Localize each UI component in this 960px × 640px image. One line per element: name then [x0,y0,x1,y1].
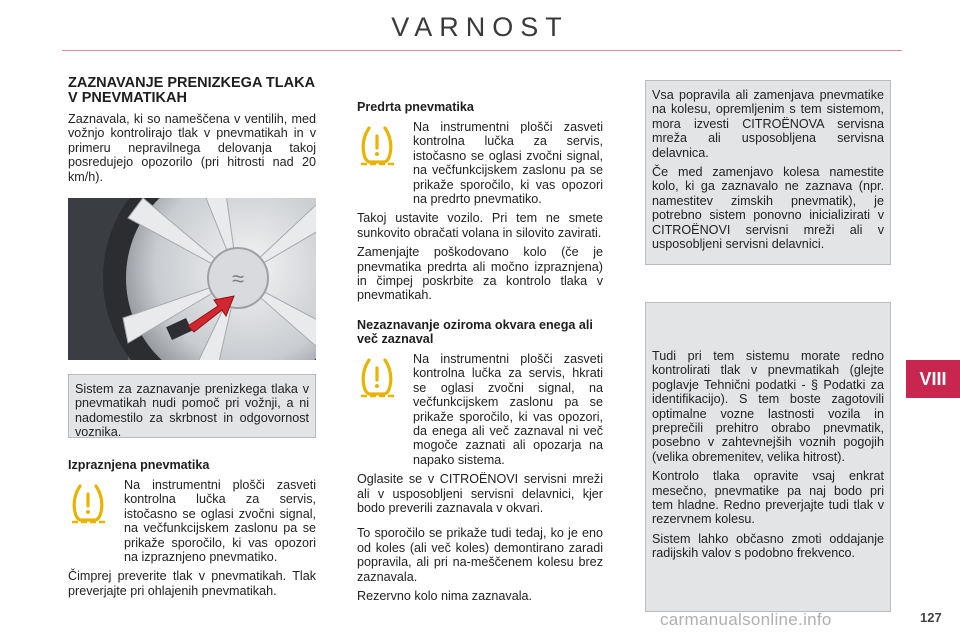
deflated-advice: Čimprej preverite tlak v pnevmatikah. Tlak preverjajte pri ohlajenih pnevmatikah. [68,569,316,598]
wheel-illustration [68,198,316,360]
title-divider [62,50,902,51]
failure-demounted: To sporočilo se prikaže tudi tedaj, ko je eno od koles (ali več koles) demontirano zaradi popravila, ali pri na-meščenem kolesu brez zaznavala. [357,526,603,584]
punctured-stop: Takoj ustavite vozilo. Pri tem ne smete sunkovito obračati volana in silovito zavirati. [357,211,603,240]
left-column [68,76,316,189]
page-number: 127 [920,610,942,625]
middle-column [357,100,603,608]
failure-heading: Nezaznavanje oziroma okvara enega ali več zaznaval [357,317,593,346]
checks-text: Tudi pri tem sistemu morate redno kontrolirati tlak v pnevmatikah (glejte poglavje Tehnični podatki - § Podatki za identifikacijo). S tem boste zagotovili optimalne vozne lastnosti vozila in preprečili prehitro obrabo pnevmatik, posebno v zahtevnejših voznih pogojih (velika obremenitev, velika hitrost). [652,349,884,464]
interference-text: Sistem lahko občasno zmoti oddajanje radijskih valov s podobno frekvenco. [652,531,884,561]
watermark: carmanualsonline.info [660,610,832,629]
info-box-checks [645,302,891,612]
failure-text: Na instrumentni plošči zasveti kontrolna lučka za servis, hkrati se oglasi zvočni signal, na večfunkcijskem zaslonu pa se prikaže sporočilo, ki vas opozori, da enega ali več zaznaval ni več mogoče zaznati ali opozarja na napako sistema. [413,351,603,467]
page-title: VARNOST [391,12,569,42]
intro-paragraph: Zaznavala, ki so nameščena v ventilih, med vožnjo kontrolirajo tlak v pnevmatikah in v primeru nepravilnega delovanja takoj posredujejo opozorilo (pri hitrosti nad 20 km/h). [68,112,316,184]
failure-service: Oglasite se v CITROËNOVI servisni mreži ali v usposobljeni servisni delavnici, kjer bodo preverili zaznavala v okvari. [357,472,603,515]
wheel-photo [68,198,316,360]
chapter-tab[interactable]: VIII [906,360,960,398]
section-heading: ZAZNAVANJE PRENIZKEGA TLAKA V PNEVMATIKAH [68,75,315,106]
punctured-text: Na instrumentni plošči zasveti kontrolna lučka za servis, istočasno se oglasi zvočni signal, na večfunkcijskem zaslonu pa se prikaže sporočilo, ki vas opozori na predrto pnevmatiko. [413,120,603,207]
punctured-replace: Zamenjajte poškodovano kolo (če je pnevmatika predrta ali močno izpraznjena) in čimpej poskrbite za kontrolo tlaka v pnevmatikah. [357,245,603,303]
svg-text:≈: ≈ [231,266,245,291]
info-box-assist [68,374,316,438]
deflated-heading: Izpraznjena pnevmatika [68,458,210,472]
info-box-text: Sistem za zaznavanje prenizkega tlaka v pnevmatikah nudi pomoč pri vožnji, a ni nadomestilo za skrbnost in odgovornost voznika. [75,382,309,440]
deflated-text: Na instrumentni plošči zasveti kontrolna lučka za servis, istočasno se oglasi zvočni signal, na večfunkcijskem zaslonu pa se prikaže sporočilo, ki vas opozori na izpraznjeno pnevmatiko. [124,478,316,565]
reinit-text: Če med zamenjavo kolesa namestite kolo, ki ga zaznavalo ne zaznava (npr. namestitev zimskih pnevmatik), je potrebno sistem ponovno inicializirati v CITROËNOVI servisni mreži ali v usposobljeni servisni delavnici. [652,165,884,252]
deflated-section [68,458,316,603]
tyre-pressure-warning-icon [357,356,397,400]
tyre-pressure-warning-icon [357,124,397,168]
repairs-text: Vsa popravila ali zamenjava pnevmatike na kolesu, opremljenim s tem sistemom, mora izvesti CITROËNOVA servisna mreža ali usposobljena servisna delavnica. [652,88,884,160]
punctured-heading: Predrta pnevmatika [357,100,474,114]
monthly-check-text: Kontrolo tlaka opravite vsaj enkrat mesečno, pnevmatike pa naj bodo pri tem hladne. Redno preverjajte tudi tlak v rezervnem kolesu. [652,469,884,527]
failure-spare: Rezervno kolo nima zaznavala. [357,588,533,603]
tyre-pressure-warning-icon [68,482,108,526]
info-box-repairs [645,80,891,265]
